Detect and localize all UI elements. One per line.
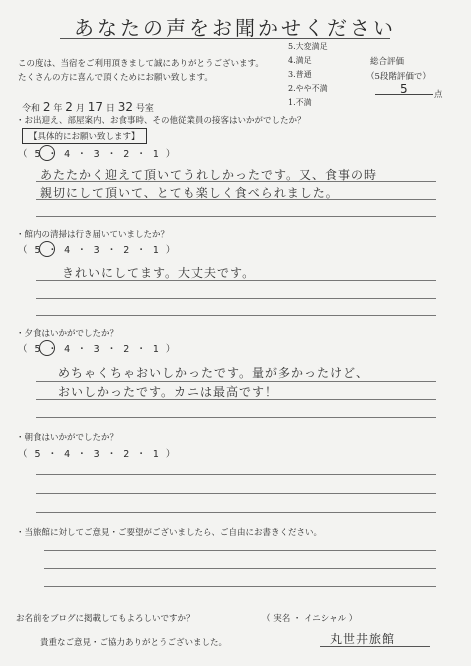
question-dinner: ・夕食はいかがでしたか？ xyxy=(16,329,119,339)
detail-label: 【具体的にお願い致します】 xyxy=(22,128,147,144)
answer-line xyxy=(36,199,436,200)
inn-name: 丸世井旅館 xyxy=(330,632,396,646)
question-cleaning: ・館内の清掃は行き届いていましたか？ xyxy=(16,230,170,240)
answer-line xyxy=(36,512,436,513)
answer-service-2: 親切にして頂いて、とても楽しく食べられました。 xyxy=(40,186,339,200)
overall-value: 5 xyxy=(400,82,408,96)
rating-scale-dinner: （ 5 ・ 4 ・ 3 ・ 2 ・ 1 ） xyxy=(18,344,178,355)
survey-title: あなたの声をお聞かせください xyxy=(74,16,396,40)
rating-circle-service xyxy=(39,145,55,161)
title-underline xyxy=(60,38,390,39)
rating-scale-service: （ 5 ・ 4 ・ 3 ・ 2 ・ 1 ） xyxy=(18,149,178,160)
answer-line xyxy=(36,181,436,182)
scale-1: 1.不満 xyxy=(288,98,312,107)
scale-5: 5.大変満足 xyxy=(288,42,328,51)
answer-line xyxy=(36,315,436,316)
overall-unit: 点 xyxy=(434,90,443,100)
date-row xyxy=(22,100,154,114)
rating-scale-cleaning: （ 5 ・ 4 ・ 3 ・ 2 ・ 1 ） xyxy=(18,245,178,256)
overall-label: 総合評価 xyxy=(370,57,405,67)
overall-sub: （5段階評価で） xyxy=(366,72,431,82)
answer-dinner-2: おいしかったです。カニは最高です！ xyxy=(58,385,279,399)
answer-line xyxy=(36,216,436,217)
date-year-unit: 年 xyxy=(53,104,63,114)
answer-cleaning: きれいにしてます。大丈夫です。 xyxy=(62,266,256,280)
intro-line-1: この度は、当宿をご利用頂きまして誠にありがとうございます。 xyxy=(18,59,264,69)
answer-line xyxy=(44,586,436,587)
date-day: 17 xyxy=(87,100,103,114)
intro-line-2: たくさんの方に喜んで頂くためにお願い致します。 xyxy=(18,73,213,83)
answer-line xyxy=(44,550,436,551)
answer-line xyxy=(36,298,436,299)
answer-line xyxy=(44,568,436,569)
answer-service-1: あたたかく迎えて頂いてうれしかったです。又、食事の時 xyxy=(40,168,378,182)
blog-question: お名前をブログに掲載してもよろしいですか？ xyxy=(16,614,195,624)
rating-circle-dinner xyxy=(39,340,55,356)
question-service: ・お出迎え、部屋案内、お食事時、その他従業員の接客はいかがでしたか？ xyxy=(16,116,306,126)
answer-line xyxy=(36,493,436,494)
date-day-unit: 日 xyxy=(105,104,115,114)
date-year: 2 xyxy=(42,100,51,114)
answer-line xyxy=(36,381,436,382)
overall-underline xyxy=(375,94,433,95)
scale-2: 2.やや不満 xyxy=(288,84,328,93)
room-unit: 号室 xyxy=(135,104,154,114)
scale-4: 4.満足 xyxy=(288,56,312,65)
question-feedback: ・当旅館に対してご意見・ご要望がございましたら、ご自由にお書きください。 xyxy=(16,528,323,538)
room-number: 32 xyxy=(117,100,134,114)
date-era: 令和 xyxy=(22,104,41,114)
scale-3: 3.普通 xyxy=(288,70,312,79)
answer-line xyxy=(36,417,436,418)
blog-options: （ 実名 ・ イニシャル ） xyxy=(262,614,358,624)
date-month-unit: 月 xyxy=(75,104,85,114)
date-month: 2 xyxy=(65,100,73,114)
rating-scale-breakfast: （ 5 ・ 4 ・ 3 ・ 2 ・ 1 ） xyxy=(18,449,178,460)
inn-name-underline xyxy=(320,646,430,647)
answer-dinner-1: めちゃくちゃおいしかったです。量が多かったけど、 xyxy=(58,366,370,380)
answer-line xyxy=(36,280,436,281)
question-breakfast: ・朝食はいかがでしたか？ xyxy=(16,433,119,443)
answer-line xyxy=(36,474,436,475)
rating-circle-cleaning xyxy=(39,241,55,257)
thanks-message: 貴重なご意見・ご協力ありがとうございました。 xyxy=(40,638,228,648)
answer-line xyxy=(36,399,436,400)
